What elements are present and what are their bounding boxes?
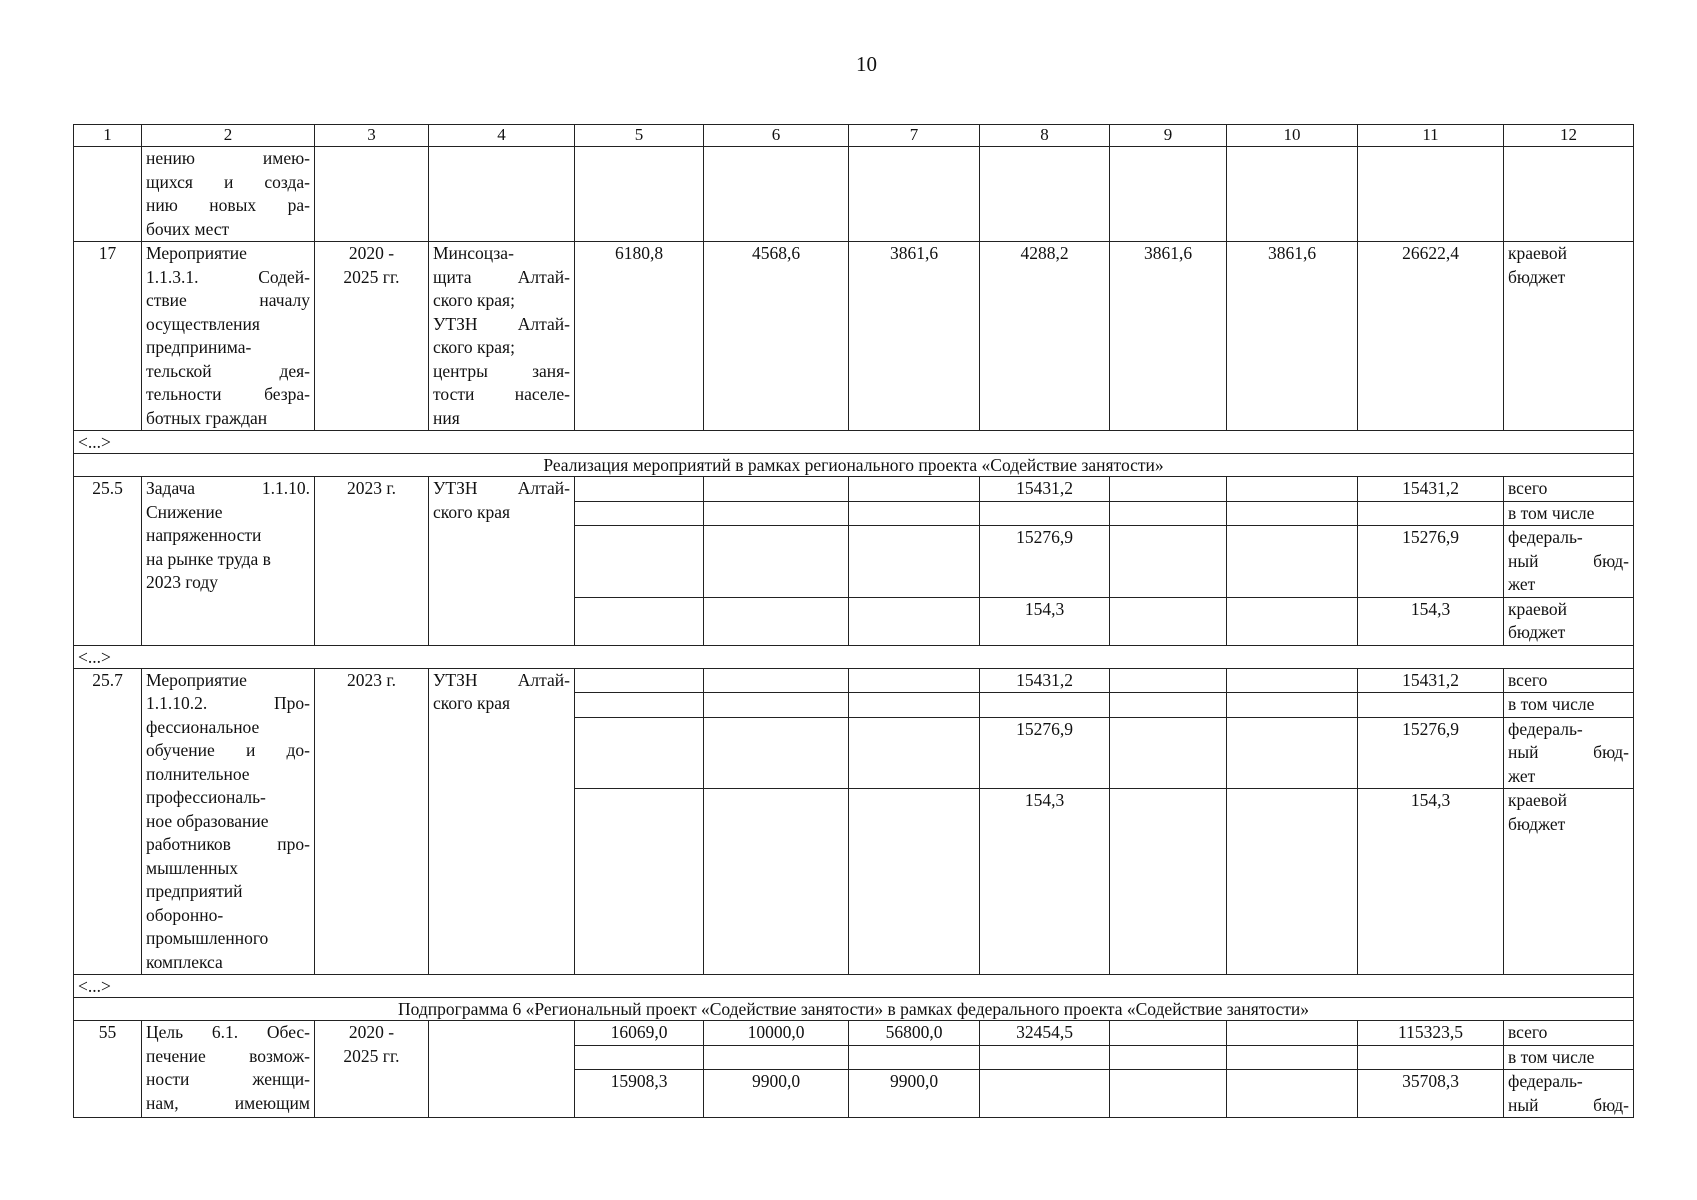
value-cell: 154,3 — [980, 789, 1110, 975]
value-cell: 16069,0 — [575, 1021, 704, 1046]
period: 2020 - 2025 гг. — [315, 242, 429, 431]
row-number: 25.7 — [74, 668, 142, 975]
funding-source: в том числе — [1504, 1045, 1634, 1070]
executor: УТЗН Алтай- ского края — [429, 668, 575, 975]
value-cell: 15431,2 — [1358, 477, 1504, 502]
col-header: 10 — [1227, 125, 1358, 147]
table-row-continuation — [74, 147, 1634, 242]
ellipsis-row: <...> — [74, 975, 1634, 998]
value-cell: 15431,2 — [980, 668, 1110, 693]
activity-name: Мероприятие 1.1.3.1. Содей- ствие началу осуществления предпринима- тельской дея- тельности безра- ботных граждан — [142, 242, 315, 431]
funding-source: всего — [1504, 668, 1634, 693]
activity-name: нению имею- щихся и созда- нию новых ра- бочих мест — [142, 147, 315, 242]
ellipsis-row: <...> — [74, 431, 1634, 454]
col-header: 3 — [315, 125, 429, 147]
value-cell: 4288,2 — [980, 242, 1110, 431]
value-cell: 15276,9 — [980, 526, 1110, 598]
funding-source: в том числе — [1504, 501, 1634, 526]
header-row — [74, 125, 1634, 147]
executor — [429, 1021, 575, 1118]
col-header: 8 — [980, 125, 1110, 147]
period: 2023 г. — [315, 668, 429, 975]
value-cell: 35708,3 — [1358, 1070, 1504, 1118]
col-header: 6 — [704, 125, 849, 147]
col-header: 5 — [575, 125, 704, 147]
table-row-25-5 — [74, 477, 1634, 502]
value-cell: 15276,9 — [1358, 526, 1504, 598]
funding-source: федераль- ный бюд- — [1504, 1070, 1634, 1118]
col-header: 11 — [1358, 125, 1504, 147]
value-cell: 3861,6 — [849, 242, 980, 431]
activity-name: Мероприятие 1.1.10.2. Про- фессиональное обучение и до- полнительное профессиональ- ное образование работников про- мышленных предприятий оборонно- промышленного комплекса — [142, 668, 315, 975]
value-cell: 154,3 — [1358, 789, 1504, 975]
col-header: 4 — [429, 125, 575, 147]
row-number: 55 — [74, 1021, 142, 1118]
col-header: 1 — [74, 125, 142, 147]
funding-source: краевой бюджет — [1504, 597, 1634, 645]
col-header: 2 — [142, 125, 315, 147]
col-header: 12 — [1504, 125, 1634, 147]
value-cell: 3861,6 — [1227, 242, 1358, 431]
value-cell: 6180,8 — [575, 242, 704, 431]
value-cell: 26622,4 — [1358, 242, 1504, 431]
table-row-17 — [74, 242, 1634, 431]
value-cell: 32454,5 — [980, 1021, 1110, 1046]
value-cell: 56800,0 — [849, 1021, 980, 1046]
section-heading: Реализация мероприятий в рамках регионального проекта «Содействие занятости» — [74, 454, 1634, 477]
section-heading: Подпрограмма 6 «Региональный проект «Содействие занятости» в рамках федерального проекта «Содействие занятости» — [74, 998, 1634, 1021]
activity-name: Задача 1.1.10. Снижение напряженности на рынке труда в 2023 году — [142, 477, 315, 646]
funding-source: федераль- ный бюд- жет — [1504, 717, 1634, 789]
value-cell: 154,3 — [1358, 597, 1504, 645]
value-cell: 3861,6 — [1110, 242, 1227, 431]
activity-name: Цель 6.1. Обес- печение возмож- ности женщи- нам, имеющим — [142, 1021, 315, 1118]
funding-source: в том числе — [1504, 693, 1634, 718]
funding-source: всего — [1504, 1021, 1634, 1046]
period: 2020 - 2025 гг. — [315, 1021, 429, 1118]
executor: УТЗН Алтай- ского края — [429, 477, 575, 646]
row-number: 17 — [74, 242, 142, 431]
value-cell: 15276,9 — [1358, 717, 1504, 789]
value-cell: 154,3 — [980, 597, 1110, 645]
period: 2023 г. — [315, 477, 429, 646]
col-header: 9 — [1110, 125, 1227, 147]
value-cell: 9900,0 — [849, 1070, 980, 1118]
value-cell: 115323,5 — [1358, 1021, 1504, 1046]
col-header: 7 — [849, 125, 980, 147]
value-cell: 15908,3 — [575, 1070, 704, 1118]
value-cell: 9900,0 — [704, 1070, 849, 1118]
funding-source: всего — [1504, 477, 1634, 502]
row-number: 25.5 — [74, 477, 142, 646]
funding-source: федераль- ный бюд- жет — [1504, 526, 1634, 598]
funding-source: краевой бюджет — [1504, 242, 1634, 431]
ellipsis-row: <...> — [74, 645, 1634, 668]
executor: Минсоцза- щита Алтай- ского края; УТЗН Алтай- ского края; центры заня- тости населе- ния — [429, 242, 575, 431]
budget-table — [73, 124, 1634, 1118]
value-cell: 15276,9 — [980, 717, 1110, 789]
value-cell: 15431,2 — [980, 477, 1110, 502]
funding-source: краевой бюджет — [1504, 789, 1634, 975]
table-row-55 — [74, 1021, 1634, 1046]
value-cell: 15431,2 — [1358, 668, 1504, 693]
value-cell: 4568,6 — [704, 242, 849, 431]
table-row-25-7 — [74, 668, 1634, 693]
value-cell: 10000,0 — [704, 1021, 849, 1046]
page-number: 10 — [856, 52, 877, 76]
